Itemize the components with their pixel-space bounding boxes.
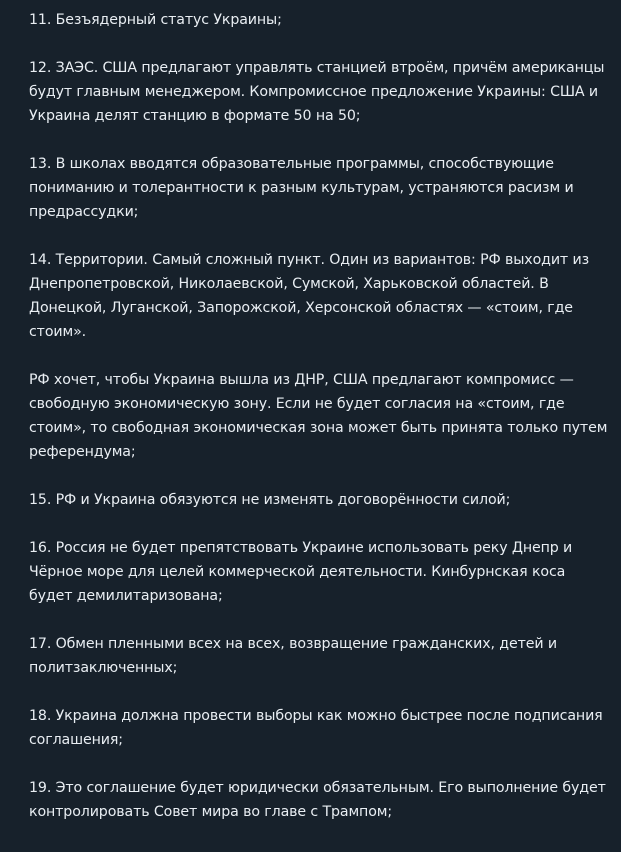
paragraph-14: 14. Территории. Самый сложный пункт. Один из вариантов: РФ выходит из Днепропетровской, Николаевской, Сумской, Харьковской областей. В Донецкой, Луганской, Запорожской, Херсонской областях — «стоим, где стоим». <box>29 252 589 340</box>
paragraph-16: 16. Россия не будет препятствовать Украине использовать реку Днепр и Чёрное море для целей коммерческой деятельности. Кинбурнская коса будет демилитаризована; <box>29 540 573 604</box>
paragraph-19: 19. Это соглашение будет юридически обязательным. Его выполнение будет контролировать Совет мира во главе с Трампом; <box>29 780 606 820</box>
message-text <box>29 8 609 824</box>
paragraph-12: 12. ЗАЭС. США предлагают управлять станцией втроём, причём американцы будут главным менеджером. Компромиссное предложение Украины: США и Украина делят станцию в формате 50 на 50; <box>29 60 605 124</box>
paragraph-18: 18. Украина должна провести выборы как можно быстрее после подписания соглашения; <box>29 708 603 748</box>
paragraph-17: 17. Обмен пленными всех на всех, возвращение гражданских, детей и политзаключенных; <box>29 636 557 676</box>
paragraph-11: 11. Безъядерный статус Украины; <box>29 12 282 28</box>
paragraph-15: 15. РФ и Украина обязуются не изменять договорённости силой; <box>29 492 511 508</box>
paragraph-14-continued: РФ хочет, чтобы Украина вышла из ДНР, США предлагают компромисс — свободную экономическую зону. Если не будет согласия на «стоим, где стоим», то свободная экономическая зона может быть принята только путем референдума; <box>29 372 608 460</box>
paragraph-13: 13. В школах вводятся образовательные программы, способствующие пониманию и толерантности к разным культурам, устраняются расизм и предрассудки; <box>29 156 574 220</box>
